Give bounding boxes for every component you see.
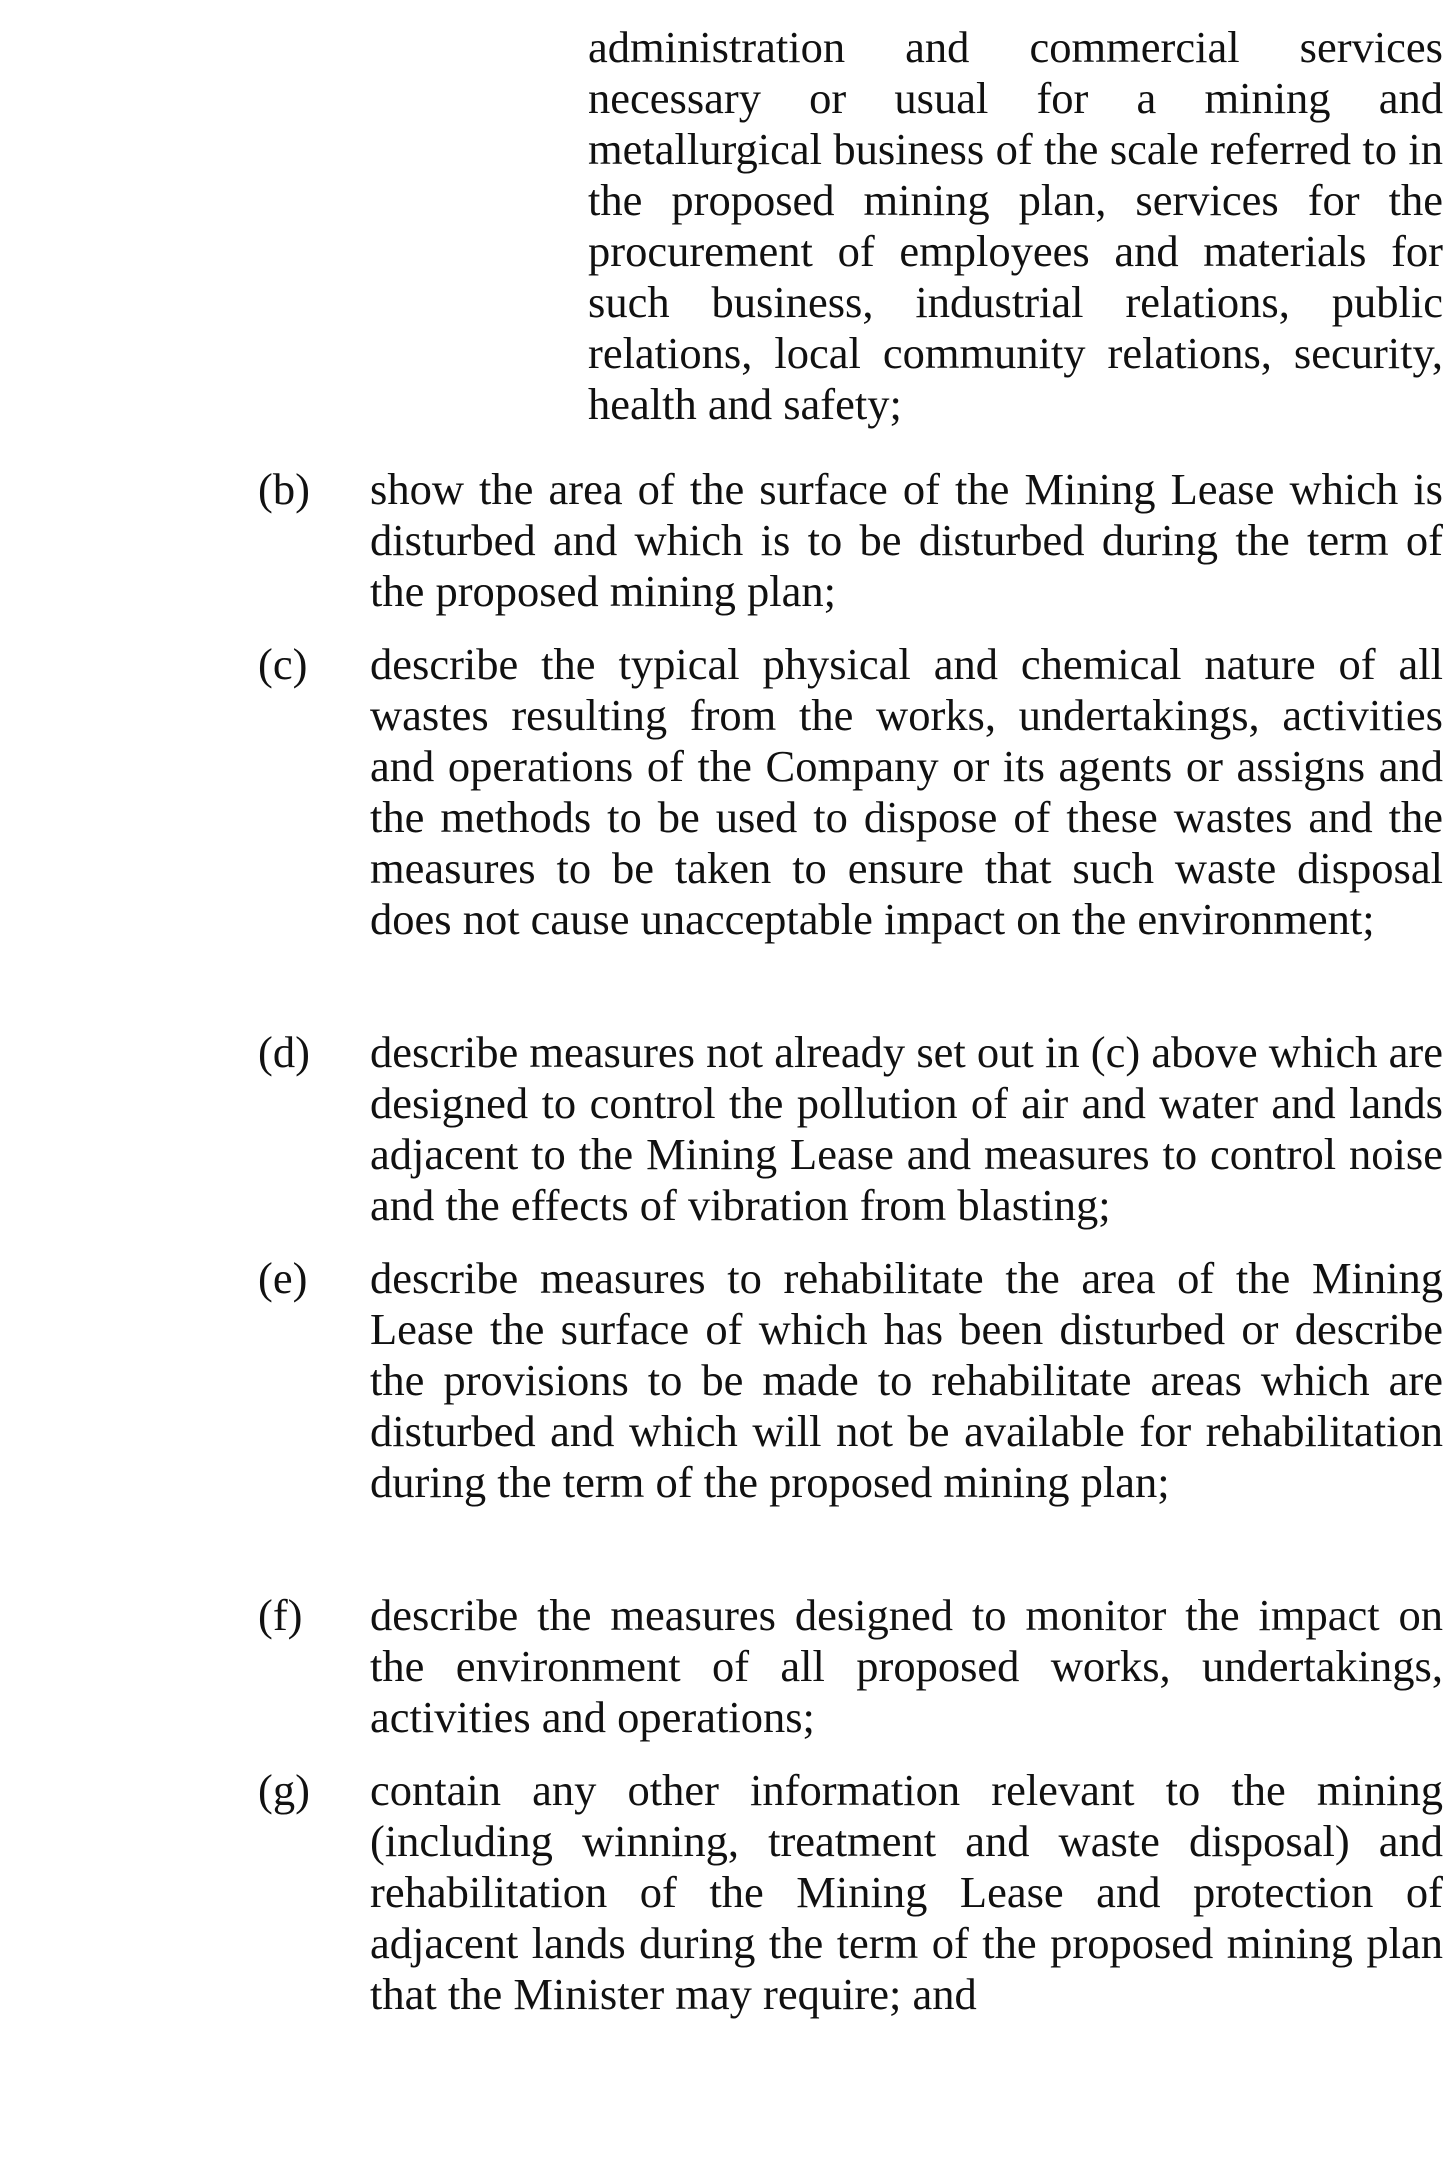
item-text-e: describe measures to rehabilitate the area of the Mining Lease the surface of which has been disturbed or describe the provisions to be made to rehabilitate areas which are disturbed and which will not be available for rehabilitation during the term of the proposed mining plan;: [370, 1253, 1443, 1507]
item-label-g: (g): [258, 1765, 310, 1815]
item-text-f: describe the measures designed to monitor the impact on the environment of all proposed works, undertakings, activities and operations;: [370, 1590, 1443, 1742]
item-text-d: describe measures not already set out in (c) above which are designed to control the pollution of air and water and lands adjacent to the Mining Lease and measures to control noise and the effects of vibration from blasting;: [370, 1027, 1443, 1230]
item-label-b: (b): [258, 464, 310, 514]
item-label-d: (d): [258, 1027, 310, 1077]
item-label-f: (f): [258, 1590, 303, 1640]
item-text-b: show the area of the surface of the Mining Lease which is disturbed and which is to be disturbed during the term of the proposed mining plan;: [370, 464, 1443, 616]
item-text-g: contain any other information relevant to the mining (including winning, treatment and waste disposal) and rehabilitation of the Mining Lease and protection of adjacent lands during the term of the proposed mining plan that the Minister may require; and: [370, 1765, 1443, 2019]
item-text-c: describe the typical physical and chemical nature of all wastes resulting from the works, undertakings, activities and operations of the Company or its agents or assigns and the methods to be used to dispose of these wastes and the measures to be taken to ensure that such waste disposal does not cause unacceptable impact on the environment;: [370, 639, 1443, 944]
item-label-e: (e): [258, 1253, 308, 1303]
continued-paragraph: administration and commercial services necessary or usual for a mining and metallurgical business of the scale referred to in the proposed mining plan, services for the procurement of employees and materials for such business, industrial relations, public relations, local community relations, security, health and safety;: [588, 22, 1443, 429]
item-label-c: (c): [258, 639, 308, 689]
